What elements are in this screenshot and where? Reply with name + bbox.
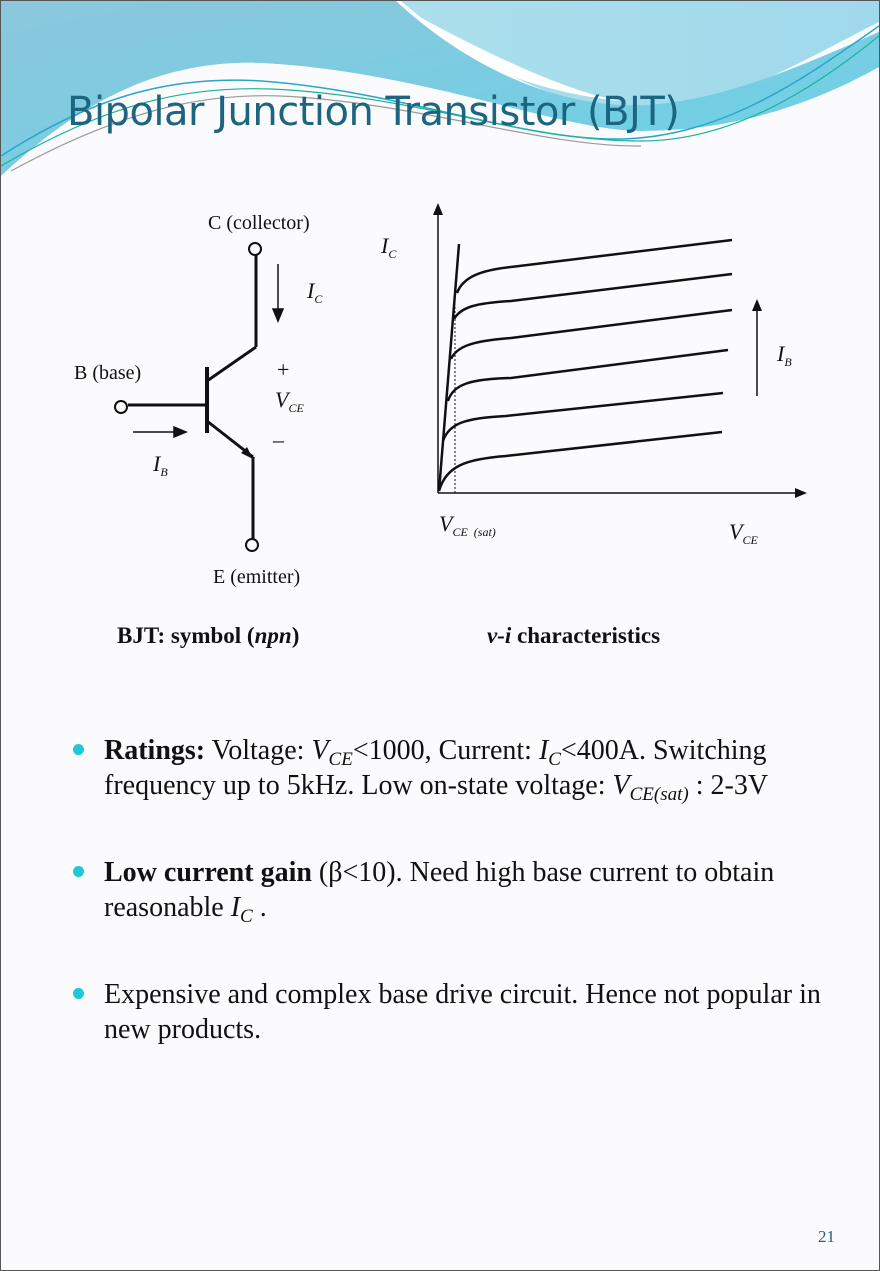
vi-characteristics-chart [433,203,807,498]
base-label: B (base) [74,362,142,384]
svg-text:IB: $I_B$ [777,341,792,369]
bullet-dot-icon [73,744,84,755]
bullet-dot-icon [73,988,84,999]
svg-text:VCE: $V_{CE}$ [729,519,758,547]
slide-title: Bipolar Junction Transistor (BJT) [67,89,680,135]
plus-sign: + [277,357,290,382]
emitter-label: E (emitter) [213,566,301,588]
bullet-base-drive: Expensive and complex base drive circuit. Hence not popular in new products. [71,977,831,1047]
svg-text:IC: $I_C$ [381,233,397,261]
bullet-dot-icon [73,866,84,877]
svg-text:VCE: $V_{CE}$ [275,387,304,415]
svg-text:IC: $I_C$ [307,278,323,306]
page-number: 21 [818,1227,835,1246]
minus-sign: – [273,427,284,452]
svg-text:VCE (sat): $V_{CE (sat)}$ [439,511,496,539]
chart-caption: v-i characteristics [487,623,661,648]
bjt-diagram [1,191,880,671]
svg-text:IB: $I_B$ [153,451,168,479]
bullet-list [71,733,831,1047]
symbol-caption: BJT: symbol (npn) [117,623,300,648]
bullet-current-gain: Low current gain (β<10). Need high base current to obtain reasonable $I_C$ . [71,855,831,925]
npn-transistor-symbol [115,243,261,551]
bullet-ratings: Ratings: Voltage: $V_{CE}<1000$, Current: $I_C<400A$. Switching frequency up to 5kHz. Low on-state voltage: $V_{CE(sat)}$ : 2-3V [71,733,831,803]
collector-label: C (collector) [208,212,310,234]
